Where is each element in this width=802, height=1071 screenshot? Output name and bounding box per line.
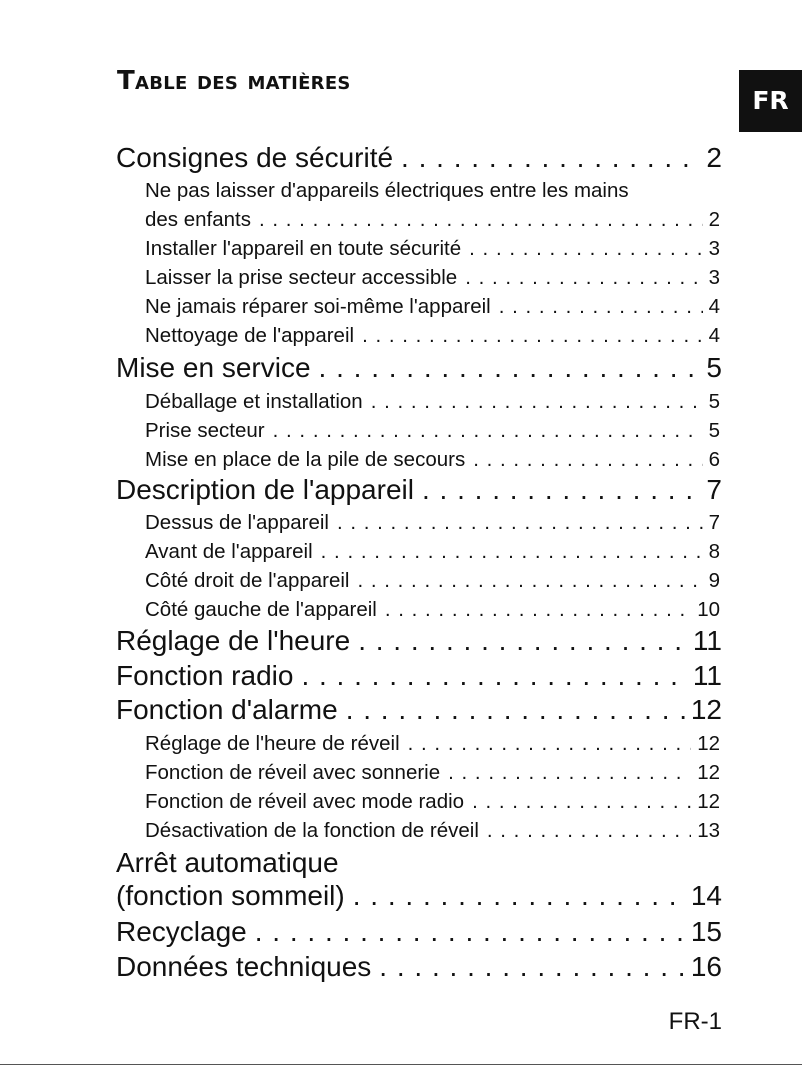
toc-entry-setup[interactable]	[116, 350, 722, 386]
dot-leader	[346, 692, 685, 728]
dot-leader	[379, 949, 685, 985]
dot-leader	[353, 878, 685, 914]
toc-page: 12	[697, 761, 720, 784]
toc-label: Nettoyage de l'appareil	[145, 324, 355, 347]
toc-page: 2	[708, 208, 720, 231]
toc-page: 4	[708, 324, 720, 347]
toc-label: Avant de l'appareil	[145, 540, 313, 563]
dot-leader	[319, 350, 701, 386]
toc-label: Prise secteur	[145, 419, 265, 442]
dot-leader	[448, 758, 691, 787]
toc-page: 13	[697, 819, 720, 842]
toc-label: Réglage de l'heure de réveil	[145, 732, 400, 755]
dot-leader	[357, 566, 702, 595]
toc-page: 12	[690, 694, 722, 725]
toc-page: 11	[692, 660, 722, 691]
toc-label: Côté gauche de l'appareil	[145, 598, 377, 621]
toc-entry-cleaning[interactable]	[145, 321, 720, 350]
toc-label: Fonction radio	[116, 660, 294, 691]
dot-leader	[499, 292, 703, 321]
dot-leader	[358, 623, 687, 659]
page-title: Table des matières	[117, 66, 351, 96]
toc-label: Installer l'appareil en toute sécurité	[145, 237, 462, 260]
toc-label: Déballage et installation	[145, 390, 363, 413]
toc-entry-backup-battery[interactable]	[145, 445, 720, 474]
toc-entry-safety[interactable]	[116, 140, 722, 176]
dot-leader	[408, 729, 692, 758]
toc-page: 8	[708, 540, 720, 563]
toc-label: Mise en service	[116, 352, 311, 383]
toc-label: Réglage de l'heure	[116, 625, 351, 656]
dot-leader	[273, 416, 703, 445]
toc-entry-mains[interactable]	[145, 416, 720, 445]
toc-entry-recycling[interactable]	[116, 914, 722, 950]
toc-entry-no-repair[interactable]	[145, 292, 720, 321]
toc-entry-alarm-radio[interactable]	[145, 787, 720, 816]
toc-label: Données techniques	[116, 951, 372, 982]
toc-entry-alarm-off[interactable]	[145, 816, 720, 845]
dot-leader	[337, 508, 703, 537]
toc-page: 15	[690, 916, 722, 947]
toc-label: Fonction de réveil avec mode radio	[145, 790, 465, 813]
toc-label: Côté droit de l'appareil	[145, 569, 350, 592]
toc-page: 16	[690, 951, 722, 982]
toc-entry-time-setting[interactable]	[116, 623, 722, 659]
dot-leader	[465, 263, 702, 292]
toc-entry-alarm-time[interactable]	[145, 729, 720, 758]
dot-leader	[487, 816, 691, 845]
toc-page: 7	[706, 474, 722, 505]
dot-leader	[321, 537, 703, 566]
toc-entry-sleep[interactable]	[116, 878, 722, 914]
dot-leader	[255, 914, 685, 950]
toc-page: 5	[708, 390, 720, 413]
toc-label: Fonction de réveil avec sonnerie	[145, 761, 441, 784]
toc-label: Recyclage	[116, 916, 247, 947]
toc-page: 12	[697, 790, 720, 813]
toc-page: 12	[697, 732, 720, 755]
dot-leader	[401, 140, 700, 176]
toc-page: 3	[708, 266, 720, 289]
toc-label: Ne jamais réparer soi-même l'appareil	[145, 295, 491, 318]
toc-page: 7	[708, 511, 720, 534]
toc-entry-technical-data[interactable]	[116, 949, 722, 985]
toc-label-line1: Arrêt automatique	[116, 847, 339, 878]
toc-entry-alarm-buzzer[interactable]	[145, 758, 720, 787]
bottom-rule	[0, 1064, 802, 1065]
toc-entry-description[interactable]	[116, 472, 722, 508]
toc-page: 4	[708, 295, 720, 318]
toc-entry-unpacking[interactable]	[145, 387, 720, 416]
toc-label: Laisser la prise secteur accessible	[145, 266, 458, 289]
toc-label: Description de l'appareil	[116, 474, 414, 505]
toc-page: 3	[708, 237, 720, 260]
toc-label: Fonction d'alarme	[116, 694, 338, 725]
dot-leader	[469, 234, 702, 263]
toc-entry-children[interactable]	[145, 205, 720, 234]
dot-leader	[259, 205, 703, 234]
toc-page: 14	[690, 880, 722, 911]
toc-entry-top[interactable]	[145, 508, 720, 537]
toc-page: 5	[708, 419, 720, 442]
dot-leader	[301, 658, 686, 694]
toc-page: 9	[708, 569, 720, 592]
toc-page: 5	[706, 352, 722, 383]
toc-label: Mise en place de la pile de secours	[145, 448, 466, 471]
toc-entry-alarm[interactable]	[116, 692, 722, 728]
toc-label: Dessus de l'appareil	[145, 511, 329, 534]
toc-entry-right-side[interactable]	[145, 566, 720, 595]
toc-label-line1: Ne pas laisser d'appareils électriques entre les mains	[145, 179, 629, 202]
dot-leader	[422, 472, 700, 508]
toc-page: 10	[697, 598, 720, 621]
toc-label: (fonction sommeil)	[116, 880, 345, 911]
toc-entry-outlet-accessible[interactable]	[145, 263, 720, 292]
dot-leader	[473, 445, 702, 474]
toc-label: des enfants	[145, 208, 251, 231]
dot-leader	[472, 787, 691, 816]
dot-leader	[385, 595, 691, 624]
toc-entry-front[interactable]	[145, 537, 720, 566]
toc-entry-left-side[interactable]	[145, 595, 720, 624]
toc-entry-install-safely[interactable]	[145, 234, 720, 263]
toc-page: 2	[706, 142, 722, 173]
toc-entry-radio[interactable]	[116, 658, 722, 694]
page-number: FR-1	[668, 1008, 722, 1035]
toc-label: Désactivation de la fonction de réveil	[145, 819, 479, 842]
dot-leader	[371, 387, 703, 416]
toc-page: 11	[692, 625, 722, 656]
language-tab: FR	[739, 70, 802, 132]
toc-page: 6	[708, 448, 720, 471]
dot-leader	[362, 321, 703, 350]
toc-label: Consignes de sécurité	[116, 142, 394, 173]
